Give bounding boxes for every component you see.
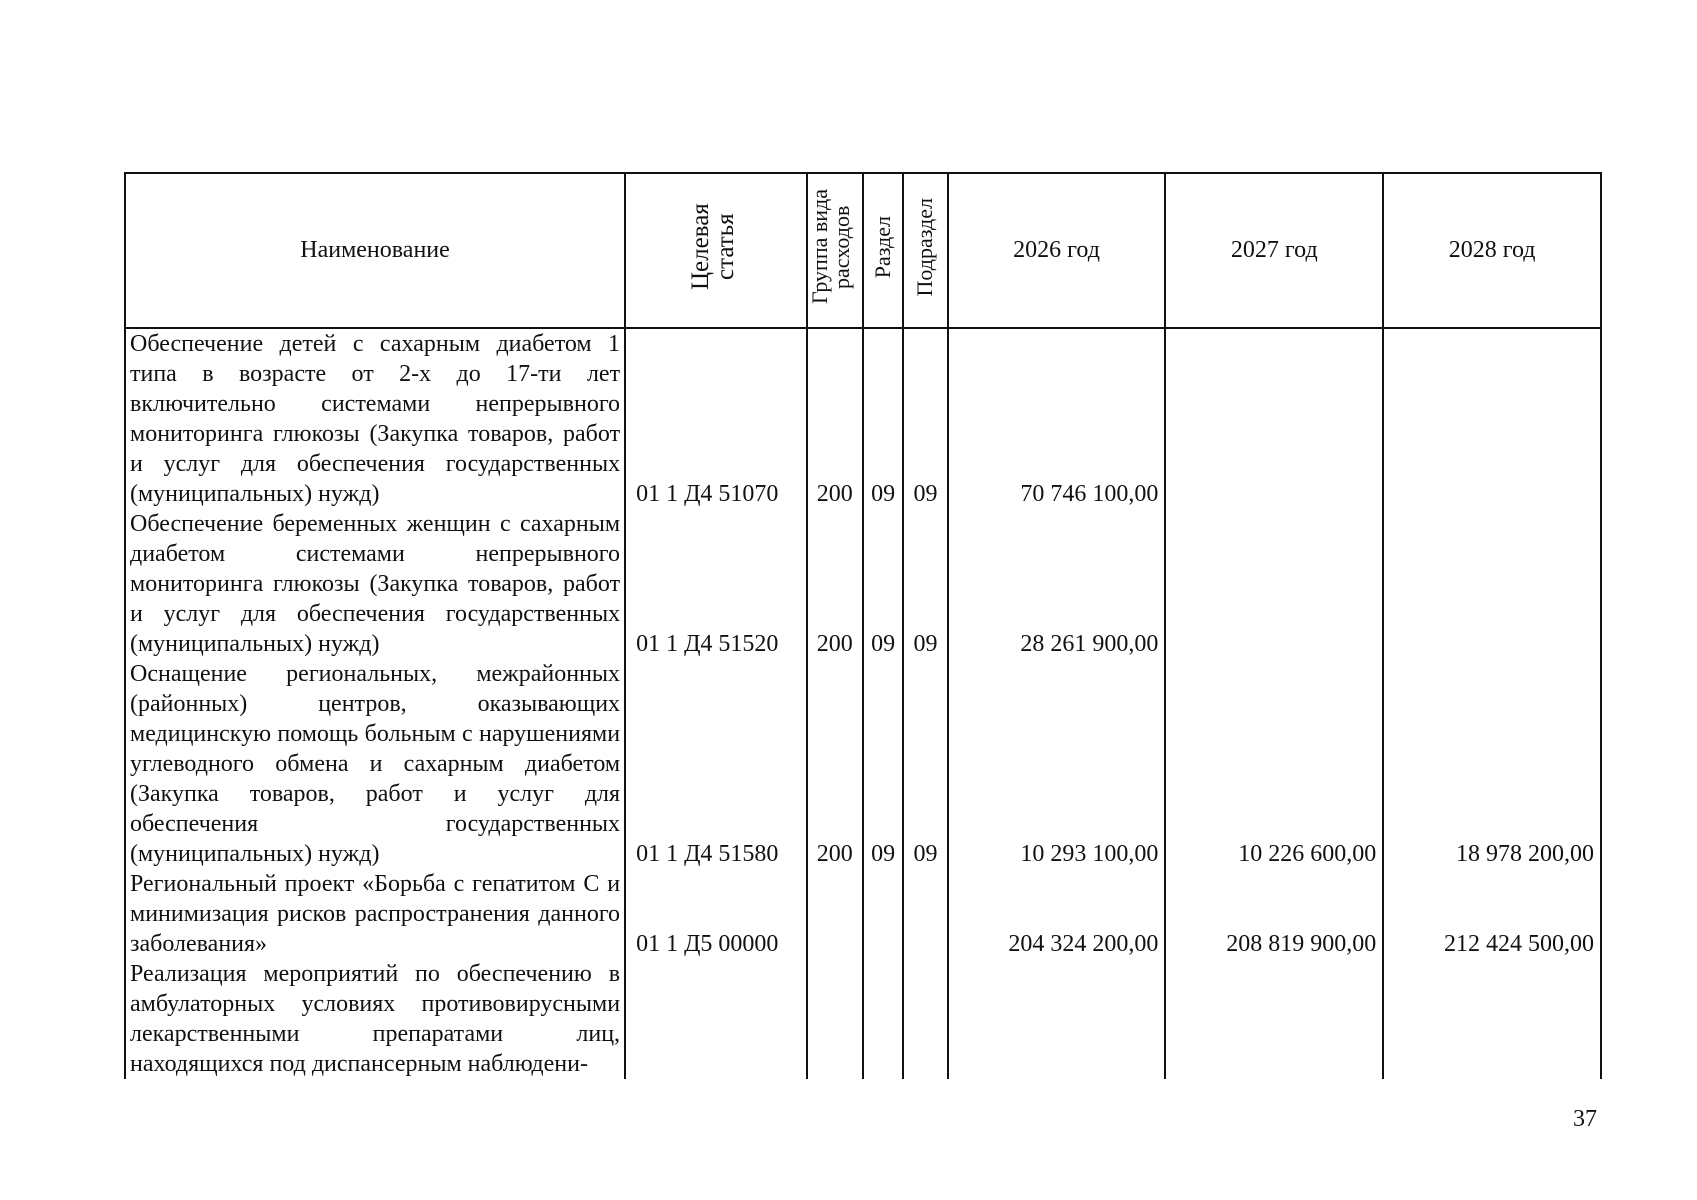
row-amount-2028 bbox=[1383, 959, 1601, 1079]
row-target-article bbox=[625, 959, 806, 1079]
header-expense-group-label: Группа вида расходов bbox=[806, 189, 854, 305]
row-amount-2026: 70 746 100,00 bbox=[948, 328, 1166, 509]
row-name: Обеспечение детей с сахарным диабетом 1 типа в возрасте от 2-х до 17-ти лет включительно системами непрерывного мониторинга глюкозы (Закупка товаров, работ и услуг для обеспечения государственных (муниципальных) нужд) bbox=[125, 328, 625, 509]
header-year-2026 bbox=[948, 173, 1166, 328]
table-row bbox=[125, 959, 1601, 1079]
row-name: Оснащение региональных, межрайонных (районных) центров, оказывающих медицинскую помощь больным с нарушениями углеводного обмена и сахарным диабетом (Закупка товаров, работ и услуг для обеспечения государственных (муниципальных) нужд) bbox=[125, 659, 625, 869]
row-amount-2027 bbox=[1165, 509, 1383, 659]
table-row bbox=[125, 328, 1601, 509]
row-amount-2027 bbox=[1165, 328, 1383, 509]
header-year-2027-label: 2027 год bbox=[1230, 237, 1318, 263]
row-expense-group: 200 bbox=[807, 659, 863, 869]
row-section: 09 bbox=[863, 509, 903, 659]
table-row bbox=[125, 659, 1601, 869]
row-amount-2027 bbox=[1165, 959, 1383, 1079]
table-row bbox=[125, 869, 1601, 959]
header-row bbox=[125, 173, 1601, 328]
row-name: Региональный проект «Борьба с гепатитом С и минимизация рисков распространения данного заболевания» bbox=[125, 869, 625, 959]
header-section bbox=[863, 173, 903, 328]
row-target-article: 01 1 Д4 51580 bbox=[625, 659, 806, 869]
row-section bbox=[863, 869, 903, 959]
row-amount-2028: 212 424 500,00 bbox=[1383, 869, 1601, 959]
header-year-2028-label: 2028 год bbox=[1448, 237, 1536, 263]
page-number: 37 bbox=[1573, 1106, 1597, 1132]
row-section: 09 bbox=[863, 659, 903, 869]
row-amount-2026 bbox=[948, 959, 1166, 1079]
row-subsection: 09 bbox=[903, 659, 947, 869]
row-name: Реализация мероприятий по обеспечению в амбулаторных условиях противовирусными лекарственными препаратами лиц, находящихся под диспансерным наблюдени- bbox=[125, 959, 625, 1079]
row-amount-2027: 208 819 900,00 bbox=[1165, 869, 1383, 959]
row-expense-group bbox=[807, 869, 863, 959]
row-section bbox=[863, 959, 903, 1079]
header-subsection-label: Подраздел bbox=[912, 197, 938, 297]
row-amount-2026: 204 324 200,00 bbox=[948, 869, 1166, 959]
row-expense-group: 200 bbox=[807, 328, 863, 509]
header-year-2028 bbox=[1383, 173, 1601, 328]
row-expense-group bbox=[807, 959, 863, 1079]
row-amount-2028: 18 978 200,00 bbox=[1383, 659, 1601, 869]
row-subsection: 09 bbox=[903, 328, 947, 509]
row-subsection: 09 bbox=[903, 509, 947, 659]
row-amount-2028 bbox=[1383, 509, 1601, 659]
row-target-article: 01 1 Д5 00000 bbox=[625, 869, 806, 959]
row-expense-group: 200 bbox=[807, 509, 863, 659]
table-body bbox=[125, 328, 1601, 1079]
row-amount-2026: 28 261 900,00 bbox=[948, 509, 1166, 659]
row-subsection bbox=[903, 869, 947, 959]
header-name-label: Наименование bbox=[300, 237, 450, 263]
header-target-article bbox=[625, 173, 806, 328]
budget-table bbox=[124, 172, 1602, 1079]
header-subsection bbox=[903, 173, 947, 328]
row-subsection bbox=[903, 959, 947, 1079]
row-target-article: 01 1 Д4 51520 bbox=[625, 509, 806, 659]
row-amount-2028 bbox=[1383, 328, 1601, 509]
header-section-label: Раздел bbox=[870, 215, 896, 279]
row-amount-2026: 10 293 100,00 bbox=[948, 659, 1166, 869]
header-name bbox=[125, 173, 625, 328]
table-row bbox=[125, 509, 1601, 659]
row-name: Обеспечение беременных женщин с сахарным диабетом системами непрерывного мониторинга глюкозы (Закупка товаров, работ и услуг для обеспечения государственных (муниципальных) нужд) bbox=[125, 509, 625, 659]
header-target-article-label: Целевая статья bbox=[686, 203, 739, 291]
header-year-2026-label: 2026 год bbox=[1013, 237, 1100, 263]
header-expense-group bbox=[807, 173, 863, 328]
header-year-2027 bbox=[1165, 173, 1383, 328]
row-target-article: 01 1 Д4 51070 bbox=[625, 328, 806, 509]
row-amount-2027: 10 226 600,00 bbox=[1165, 659, 1383, 869]
table-header bbox=[125, 173, 1601, 328]
row-section: 09 bbox=[863, 328, 903, 509]
